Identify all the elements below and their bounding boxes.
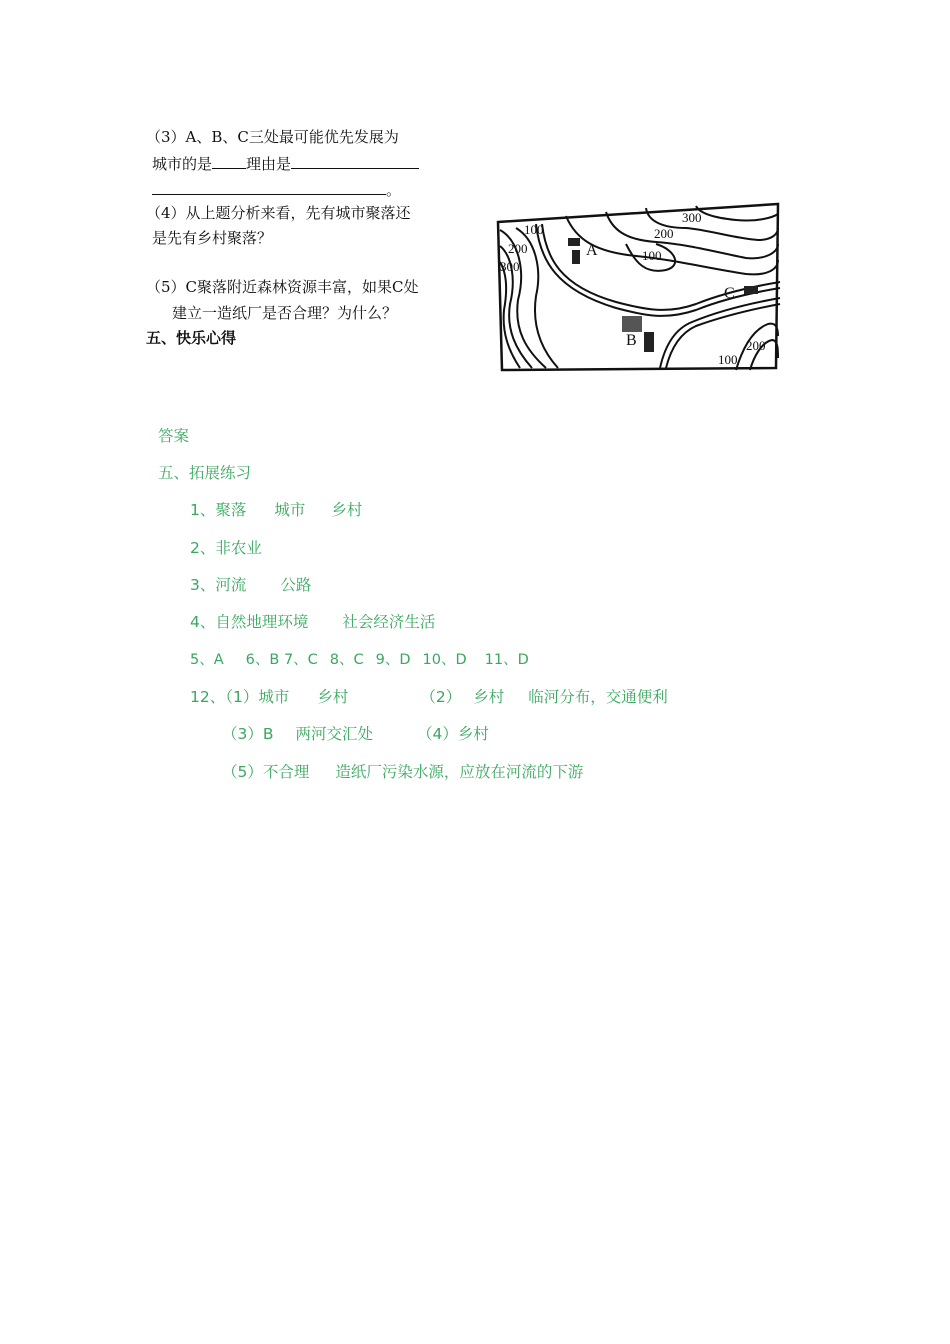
answer-item: 城市 (274, 501, 306, 519)
contour-label: 200 (654, 226, 674, 241)
answers-section: 五、拓展练习 (158, 464, 252, 482)
answer-item: 社会经济生活 (342, 613, 436, 631)
settlement-a-block1 (568, 238, 580, 246)
question-3-line2 (152, 153, 419, 175)
settlement-a-block2 (572, 250, 580, 264)
contour-label: 200 (746, 338, 766, 353)
map-label-c: C (724, 285, 735, 302)
answer-row-2: 2、非农业 (190, 539, 262, 557)
question-4-line2: 是先有乡村聚落？ (152, 229, 273, 247)
answer-row-5 (190, 648, 529, 669)
question-3-line3 (152, 179, 401, 201)
answer-item: 两河交汇处 (295, 725, 374, 743)
answer-row-3 (190, 573, 311, 595)
contour-label: 300 (682, 210, 702, 225)
question-3-text-a: 城市的是 (152, 155, 213, 173)
answer-item: （3）B (222, 725, 274, 743)
answer-item: 临河分布，交通便利 (528, 688, 668, 706)
answer-blank-reason[interactable] (291, 154, 419, 169)
question-3-line1: （3）A、B、C三处最可能优先发展为 (146, 128, 399, 146)
answer-item: 造纸厂污染水源，应放在河流的下游 (335, 763, 584, 781)
answer-item: 乡村 (473, 688, 505, 706)
contour-label: 100 (642, 248, 662, 263)
answer-item: 11、D (484, 652, 529, 668)
answer-item: （4）乡村 (417, 725, 489, 743)
answer-item: （5）不合理 (222, 763, 310, 781)
settlement-c-block (744, 286, 758, 294)
answer-item: 乡村 (331, 501, 363, 519)
answer-item: 10、D (422, 652, 467, 668)
contour-label: 300 (500, 259, 520, 274)
answer-blank-city[interactable] (212, 154, 246, 169)
contour-map (496, 200, 782, 376)
section-heading: 五、快乐心得 (146, 329, 237, 347)
answer-item: 1、聚落 (190, 501, 247, 519)
question-5-line1: （5）C聚落附近森林资源丰富，如果C处 (146, 278, 419, 296)
answer-item: 6、B 7、C (245, 652, 318, 668)
answer-item: 8、C (329, 652, 364, 668)
answer-item: 乡村 (317, 688, 349, 706)
map-label-a: A (586, 242, 598, 259)
answer-item: 5、A (190, 652, 224, 668)
answer-row-1 (190, 498, 362, 520)
answers-title: 答案 (158, 427, 190, 445)
question-4-line1: （4）从上题分析来看，先有城市聚落还 (146, 204, 411, 222)
answer-blank-reason-cont[interactable] (152, 180, 386, 195)
answer-item: （2） (420, 688, 462, 706)
answer-row-12c (222, 760, 583, 782)
answer-item: 4、自然地理环境 (190, 613, 309, 631)
settlement-b-block1 (622, 316, 642, 332)
settlement-b-block2 (644, 332, 654, 352)
answer-item: 公路 (280, 576, 312, 594)
map-label-b: B (626, 332, 637, 349)
answer-row-12b (222, 722, 489, 744)
contour-label: 100 (524, 222, 544, 237)
answer-item: 9、D (375, 652, 411, 668)
question-3-text-b: 理由是 (246, 155, 292, 173)
question-5-line2: 建立一造纸厂是否合理？为什么？ (172, 304, 398, 322)
answer-item: 3、河流 (190, 576, 247, 594)
answer-item: 12、（1）城市 (190, 688, 290, 706)
period-mark: 。 (386, 181, 402, 199)
answer-row-4 (190, 610, 435, 632)
contour-label: 200 (508, 241, 528, 256)
answer-row-12 (190, 685, 668, 707)
contour-label: 100 (718, 352, 738, 367)
